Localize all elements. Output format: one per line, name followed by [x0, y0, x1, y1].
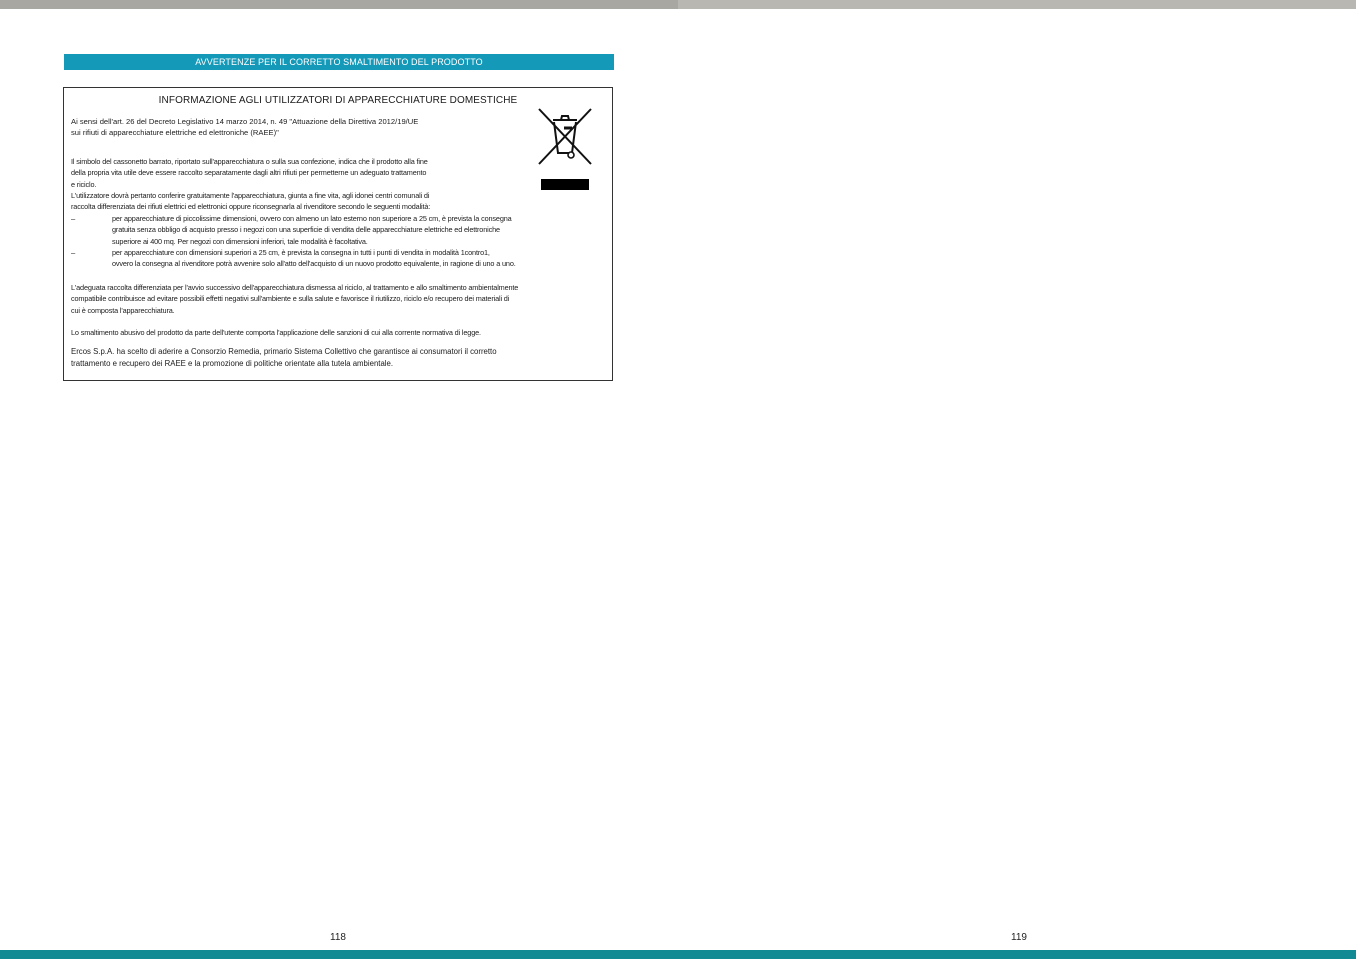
user-paragraph [71, 190, 430, 213]
symbol-line: Il simbolo del cassonetto barrato, riportato sull'apparecchiatura o sulla sua confezione, indica che il prodotto alla fine [71, 157, 428, 166]
abuse-paragraph: Lo smaltimento abusivo del prodotto da parte dell'utente comporta l'applicazione delle sanzioni di cui alla corrente normativa di legge. [71, 328, 481, 337]
top-bar [678, 0, 1356, 9]
black-bar [541, 179, 589, 190]
list-item [112, 213, 512, 247]
bottom-bar [0, 950, 678, 959]
ercos-line: trattamento e recupero dei RAEE e la promozione di politiche orientate alla tutela ambientale. [71, 359, 394, 368]
intro-paragraph [71, 116, 418, 139]
collection-line: compatibile contribuisce ad evitare possibili effetti negativi sull'ambiente e sulla salute e favorisce il riutilizzo, riciclo e/o recupero dei materiali di [71, 294, 510, 304]
collection-line: cui è composta l'apparecchiatura. [71, 305, 175, 315]
ercos-paragraph [71, 346, 497, 370]
user-line: L'utilizzatore dovrà pertanto conferire gratuitamente l'apparecchiatura, giunta a fine vita, agli idonei centri comunali di [71, 191, 430, 200]
page-number: 119 [1011, 932, 1027, 943]
intro-line: Ai sensi dell'art. 26 del Decreto Legislativo 14 marzo 2014, n. 49 "Attuazione della Direttiva 2012/19/UE [71, 117, 419, 126]
list-item-line: ovvero la consegna al rivenditore potrà avvenire solo all'atto dell'acquisto di un nuovo prodotto equivalente, in ragione di uno a uno. [112, 259, 516, 269]
symbol-line: della propria vita utile deve essere raccolto separatamente dagli altri rifiuti per permetterne un adeguato trattamento [71, 168, 427, 178]
symbol-line: e riciclo. [71, 179, 97, 189]
collection-line: L'adeguata raccolta differenziata per l'avvio successivo dell'apparecchiatura dismessa al riciclo, al trattamento e allo smaltimento ambientalmente [71, 283, 519, 292]
list-item-line: gratuita senza obbligo di acquisto presso i negozi con una superficie di vendita delle apparecchiature elettriche ed elettroniche [112, 225, 500, 235]
symbol-paragraph [71, 156, 428, 190]
list-item [112, 247, 516, 270]
list-item-line: per apparecchiature di piccolissime dimensioni, ovvero con almeno un lato esterno non superiore a 25 cm, è prevista la consegna [112, 214, 512, 223]
intro-line: sui rifiuti di apparecchiature elettriche ed elettroniche (RAEE)" [71, 128, 279, 138]
user-line: raccolta differenziata dei rifiuti elettrici ed elettronici oppure riconsegnarla al rivenditore secondo le seguenti modalità: [71, 202, 431, 212]
collection-paragraph [71, 282, 518, 316]
list-bullet: – [71, 214, 76, 223]
list-item-line: superiore ai 400 mq. Per negozi con dimensioni inferiori, tale modalità è facoltativa. [112, 236, 368, 246]
info-box [63, 87, 613, 381]
ercos-line: Ercos S.p.A. ha scelto di aderire a Consorzio Remedia, primario Sistema Collettivo che garantisce ai consumatori il corretto [71, 347, 497, 356]
bottom-bar [678, 950, 1356, 959]
right-page [678, 0, 1356, 959]
list-item-line: per apparecchiature con dimensioni superiori a 25 cm, è prevista la consegna in tutti i punti di vendita in modalità 1contro1, [112, 248, 490, 257]
crossed-out-wheeled-bin-icon [534, 106, 596, 168]
page-number: 118 [330, 932, 346, 943]
section-header: AVVERTENZE PER IL CORRETTO SMALTIMENTO DEL PRODOTTO [64, 54, 614, 70]
top-bar [0, 0, 678, 9]
box-title: INFORMAZIONE AGLI UTILIZZATORI DI APPARECCHIATURE DOMESTICHE [158, 95, 518, 106]
list-bullet: – [71, 248, 76, 257]
